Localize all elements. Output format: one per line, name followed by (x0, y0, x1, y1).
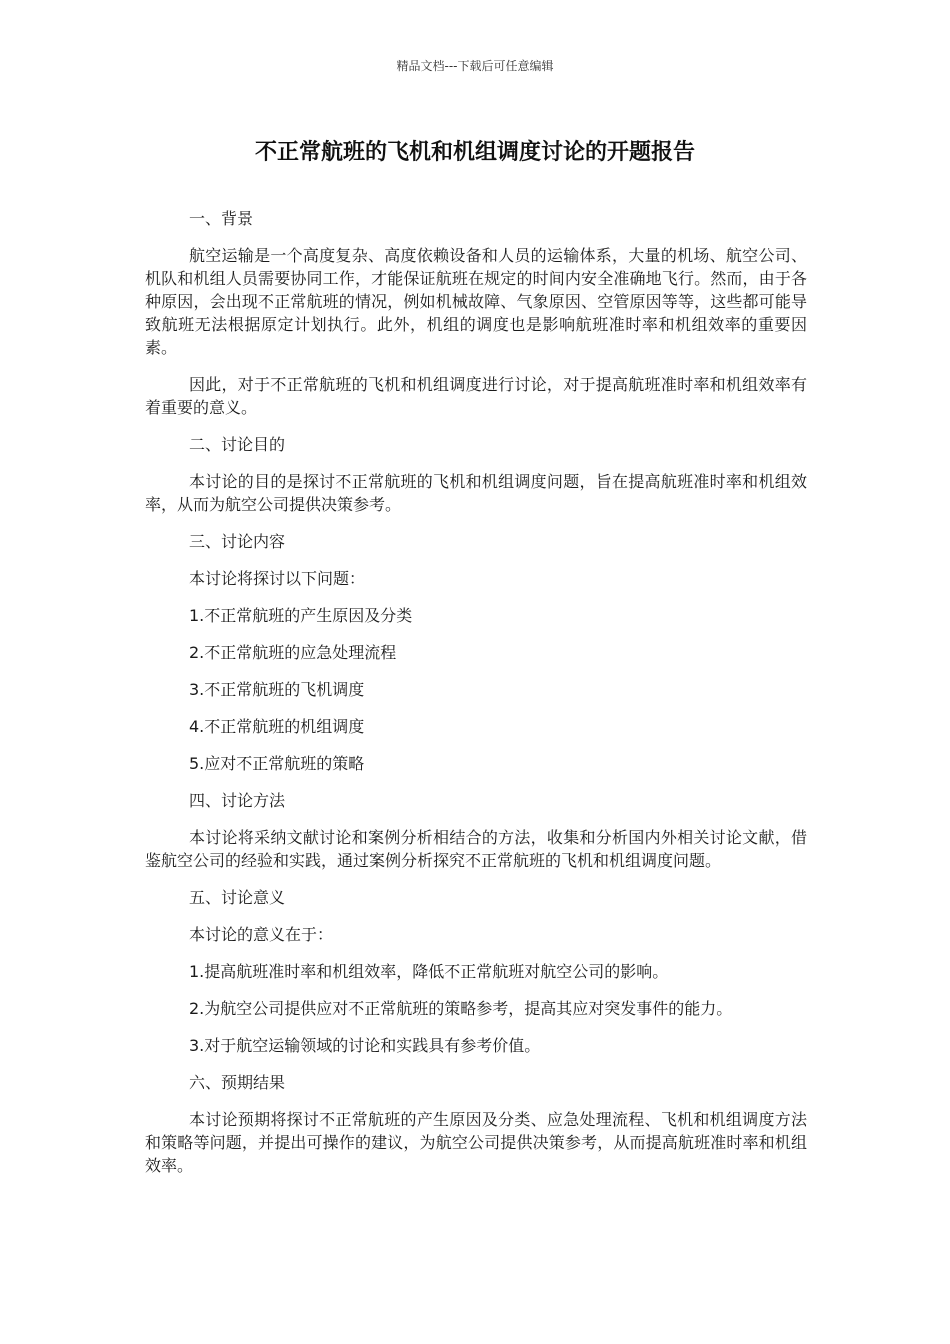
paragraph-significance-lead: 本讨论的意义在于： (189, 925, 334, 944)
significance-list-item: 2.为航空公司提供应对不正常航班的策略参考，提高其应对突发事件的能力。 (189, 999, 733, 1018)
document-body (145, 207, 807, 1191)
paragraph-expected-results: 本讨论预期将探讨不正常航班的产生原因及分类、应急处理流程、飞机和机组调度方法和策略等问题，并提出可操作的建议，为航空公司提供决策参考，从而提高航班准时率和机组效率。 (145, 1110, 807, 1175)
section-heading-significance: 五、讨论意义 (189, 888, 286, 907)
content-list-item: 5.应对不正常航班的策略 (189, 754, 365, 773)
paragraph-method: 本讨论将采纳文献讨论和案例分析相结合的方法，收集和分析国内外相关讨论文献，借鉴航空公司的经验和实践，通过案例分析探究不正常航班的飞机和机组调度问题。 (145, 828, 807, 870)
section-heading-method: 四、讨论方法 (189, 791, 286, 810)
content-list-item: 3.不正常航班的飞机调度 (189, 680, 365, 699)
section-heading-expected-results: 六、预期结果 (189, 1073, 286, 1092)
paragraph-purpose: 本讨论的目的是探讨不正常航班的飞机和机组调度问题，旨在提高航班准时率和机组效率，从而为航空公司提供决策参考。 (145, 472, 807, 514)
document-title: 不正常航班的飞机和机组调度讨论的开题报告 (254, 140, 695, 165)
section-heading-content: 三、讨论内容 (189, 532, 286, 551)
section-heading-purpose: 二、讨论目的 (189, 435, 286, 454)
paragraph-content-intro: 本讨论将探讨以下问题： (189, 569, 366, 588)
significance-list-item: 1.提高航班准时率和机组效率，降低不正常航班对航空公司的影响。 (189, 962, 669, 981)
section-heading-background: 一、背景 (189, 209, 254, 228)
content-list-item: 1.不正常航班的产生原因及分类 (189, 606, 413, 625)
paragraph-background: 航空运输是一个高度复杂、高度依赖设备和人员的运输体系，大量的机场、航空公司、机队和机组人员需要协同工作，才能保证航班在规定的时间内安全准确地飞行。然而，由于各种原因，会出现不正常航班的情况，例如机械故障、气象原因、空管原因等等，这些都可能导致航班无法根据原定计划执行。此外，机组的调度也是影响航班准时率和机组效率的重要因素。 (145, 246, 807, 357)
significance-list-item: 3.对于航空运输领域的讨论和实践具有参考价值。 (189, 1036, 541, 1055)
paragraph-significance-intro: 因此，对于不正常航班的飞机和机组调度进行讨论，对于提高航班准时率和机组效率有着重要的意义。 (145, 375, 807, 417)
content-list-item: 2.不正常航班的应急处理流程 (189, 643, 397, 662)
header-note: 精品文档---下载后可任意编辑 (396, 59, 554, 73)
content-list-item: 4.不正常航班的机组调度 (189, 717, 365, 736)
